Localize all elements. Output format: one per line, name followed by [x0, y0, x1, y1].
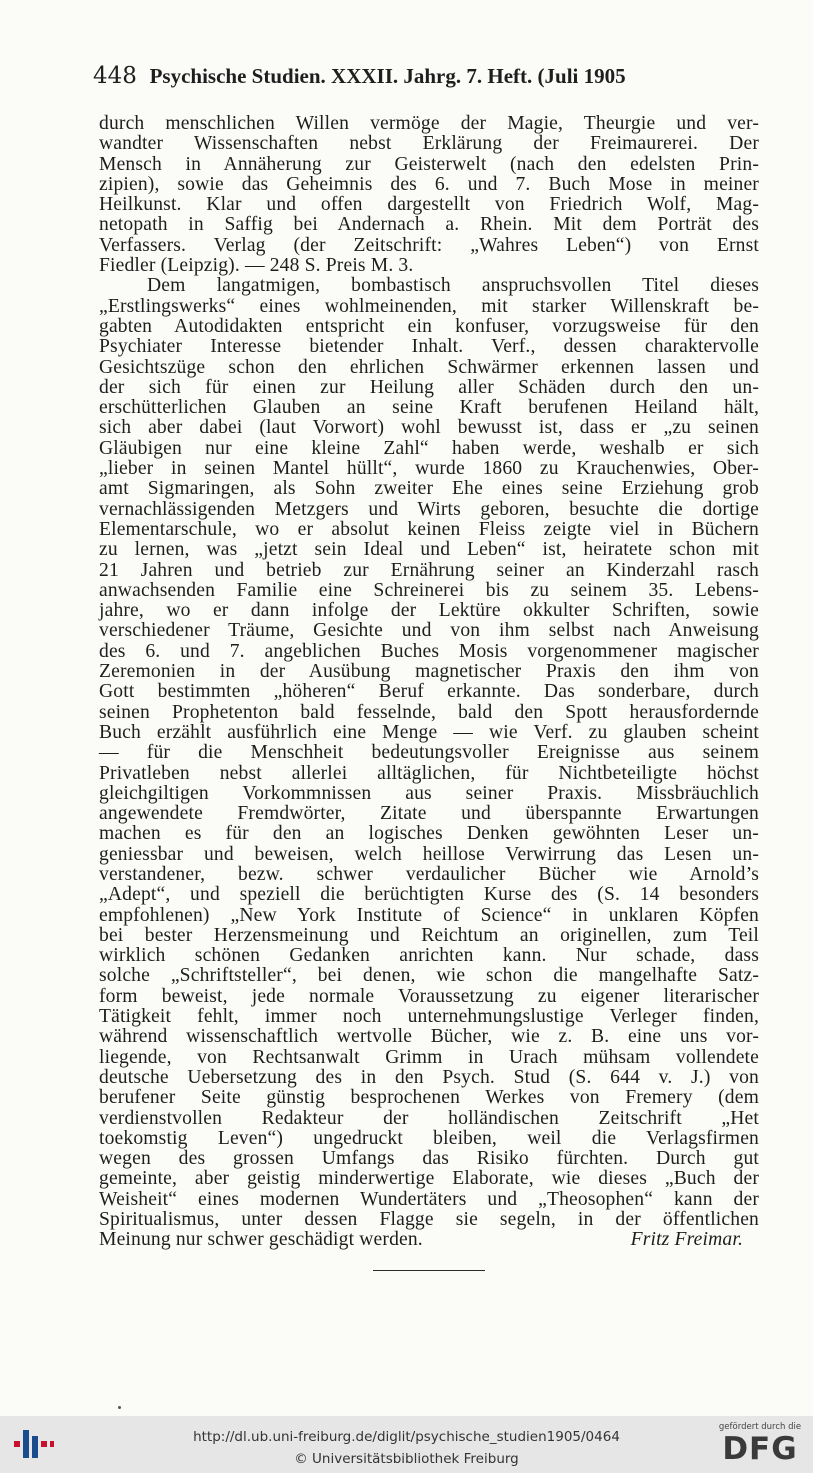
- page-number: 448: [93, 63, 137, 89]
- text-line: Psychiater Interesse bietender Inhalt. Verf., dessen charaktervolle: [99, 336, 759, 358]
- text-line: — für die Menschheit bedeutungsvoller Ereignisse aus seinem: [99, 742, 759, 764]
- text-line: sich aber dabei (laut Vorwort) wohl bewusst ist, dass er „zu seinen: [99, 417, 759, 439]
- text-line: Verfassers. Verlag (der Zeitschrift: „Wahres Leben“) von Ernst: [99, 234, 759, 256]
- text-line: Buch erzählt ausführlich eine Menge — wie Verf. zu glauben scheint: [99, 721, 759, 743]
- permalink-url[interactable]: http://dl.ub.uni-freiburg.de/diglit/psychische_studien1905/0464: [193, 1429, 620, 1445]
- running-title: Psychische Studien. XXXII. Jahrg. 7. Heft. (Juli 1905: [149, 64, 626, 88]
- book-citation: [99, 114, 759, 276]
- text-line: „lieber in seinen Mantel hüllt“, wurde 1860 zu Krauchenwies, Ober-: [99, 458, 759, 480]
- article-body: [99, 114, 759, 1251]
- text-line: vernachlässigenden Metzgers und Wirts geboren, besuchte die dortige: [99, 498, 759, 520]
- text-line: bei bester Herzensmeinung und Reichtum an originellen, zum Teil: [99, 924, 759, 946]
- text-line: berufener Seite günstig besprochenen Werkes von Fremery (dem: [99, 1087, 759, 1109]
- text-line: empfohlenen) „New York Institute of Science“ in unklaren Köpfen: [99, 904, 759, 926]
- section-divider: [373, 1270, 485, 1271]
- review-paragraph: [99, 276, 759, 1250]
- text-line: 21 Jahren und betrieb zur Ernährung seiner an Kinderzahl rasch: [99, 559, 759, 581]
- text-line: Spiritualismus, unter dessen Flagge sie segeln, in der öffentlichen: [99, 1209, 759, 1231]
- text-line: wandter Wissenschaften nebst Erklärung der Freimaurerei. Der: [99, 133, 759, 155]
- text-line: Fiedler (Leipzig). — 248 S. Preis M. 3.: [99, 255, 414, 277]
- text-line: gabten Autodidakten entspricht ein konfuser, vorzugsweise für den: [99, 315, 759, 337]
- closing-line: [99, 1230, 759, 1250]
- text-line: verdienstvollen Redakteur der holländischen Zeitschrift „Het: [99, 1107, 759, 1129]
- funder-caption: gefördert durch die: [718, 1422, 802, 1432]
- dfg-logo: [717, 1422, 803, 1468]
- text-line: verstandener, bezw. schwer verdaulicher Bücher wie Arnold’s: [99, 863, 759, 885]
- text-line: form beweist, jede normale Voraussetzung zu eigener literarischer: [99, 985, 759, 1007]
- text-line: gleichgiltigen Vorkommnissen aus seiner Praxis. Missbräuchlich: [99, 782, 759, 804]
- text-line: durch menschlichen Willen vermöge der Magie, Theurgie und ver-: [99, 113, 759, 134]
- text-line: „Erstlingswerks“ eines wohlmeinenden, mit starker Willenskraft be-: [99, 295, 759, 317]
- text-line: Dem langatmigen, bombastisch anspruchsvollen Titel dieses: [147, 275, 759, 297]
- text-line: jahre, wo er dann infolge der Lektüre okkulter Schriften, sowie: [99, 600, 759, 622]
- text-line: netopath in Saffig bei Andernach a. Rhein. Mit dem Porträt des: [99, 214, 759, 236]
- text-line: Tätigkeit fehlt, immer noch unternehmungslustige Verleger finden,: [99, 1006, 759, 1028]
- scan-speck: [118, 1406, 121, 1409]
- text-line: liegende, von Rechtsanwalt Grimm in Urach mühsam vollendete: [99, 1046, 759, 1068]
- text-line: wirklich schönen Gedanken anrichten kann. Nur schade, dass: [99, 945, 759, 967]
- text-line: erschütterlichen Glauben an seine Kraft berufenen Heiland hält,: [99, 397, 759, 419]
- text-line: Gläubigen nur eine kleine Zahl“ haben werde, weshalb er sich: [99, 437, 759, 459]
- text-line: geniessbar und beweisen, welch heillose Verwirrung das Lesen un-: [99, 843, 759, 865]
- text-line: Elementarschule, wo er absolut keinen Fleiss zeigte viel in Büchern: [99, 518, 759, 540]
- text-line: der sich für einen zur Heilung aller Schäden durch den un-: [99, 376, 759, 398]
- text-line: Gott bestimmten „höheren“ Beruf erkannte. Das sonderbare, durch: [99, 681, 759, 703]
- text-line: toekomstig Leven“) ungedruckt bleiben, weil die Verlagsfirmen: [99, 1127, 759, 1149]
- text-line: verschiedener Träume, Gesichte und von ihm selbst nach Anweisung: [99, 620, 759, 642]
- reviewer-signature: Fritz Freimar.: [630, 1229, 743, 1251]
- text-line: zu lernen, was „jetzt sein Ideal und Leben“ ist, heiratete schon mit: [99, 539, 759, 561]
- text-line: gemeinte, aber geistig minderwertige Elaborate, wie dieses „Buch der: [99, 1168, 759, 1190]
- text-line: Privatleben nebst allerlei alltäglichen, für Nichtbeteiligte höchst: [99, 762, 759, 784]
- text-line: solche „Schriftsteller“, bei denen, wie schon die mangelhafte Satz-: [99, 965, 759, 987]
- text-line: „Adept“, und speziell die berüchtigten Kurse des (S. 14 besonders: [99, 884, 759, 906]
- text-line: seinen Prophetenton bald fesselnde, bald den Spott herausfordernde: [99, 701, 759, 723]
- running-header: [93, 64, 713, 88]
- text-line: angewendete Fremdwörter, Zitate und überspannte Erwartungen: [99, 803, 759, 825]
- text-line: deutsche Uebersetzung des in den Psych. Stud (S. 644 v. J.) von: [99, 1066, 759, 1088]
- text-line: Zeremonien in der Ausübung magnetischer Praxis den ihm von: [99, 661, 759, 683]
- text-line: Weisheit“ eines modernen Wundertäters und „Theosophen“ kann der: [99, 1188, 759, 1210]
- text-line: Mensch in Annäherung zur Geisterwelt (nach den edelsten Prin-: [99, 153, 759, 175]
- text-line: amt Sigmaringen, als Sohn zweiter Ehe eines seine Erziehung grob: [99, 478, 759, 500]
- digitization-footer: [0, 1416, 813, 1473]
- text-line: wegen des grossen Umfangs das Risiko fürchten. Durch gut: [99, 1148, 759, 1170]
- text-line: des 6. und 7. angeblichen Buches Mosis vorgenommener magischer: [99, 640, 759, 662]
- closing-text: Meinung nur schwer geschädigt werden.: [99, 1229, 423, 1251]
- dfg-wordmark: DFG: [722, 1431, 798, 1467]
- text-line: anwachsenden Familie eine Schreinerei bis zu seinem 35. Lebens-: [99, 579, 759, 601]
- text-line: Gesichtszüge schon den ehrlichen Schwärmer erkennen lassen und: [99, 356, 759, 378]
- copyright-notice: © Universitätsbibliothek Freiburg: [294, 1451, 519, 1467]
- text-line: zipien), sowie das Geheimnis des 6. und 7. Buch Mose in meiner: [99, 173, 759, 195]
- text-line: Heilkunst. Klar und offen dargestellt von Friedrich Wolf, Mag-: [99, 194, 759, 216]
- text-line: machen es für den an logisches Denken gewöhnten Leser un-: [99, 823, 759, 845]
- text-line: während wissenschaftlich wertvolle Bücher, wie z. B. eine uns vor-: [99, 1026, 759, 1048]
